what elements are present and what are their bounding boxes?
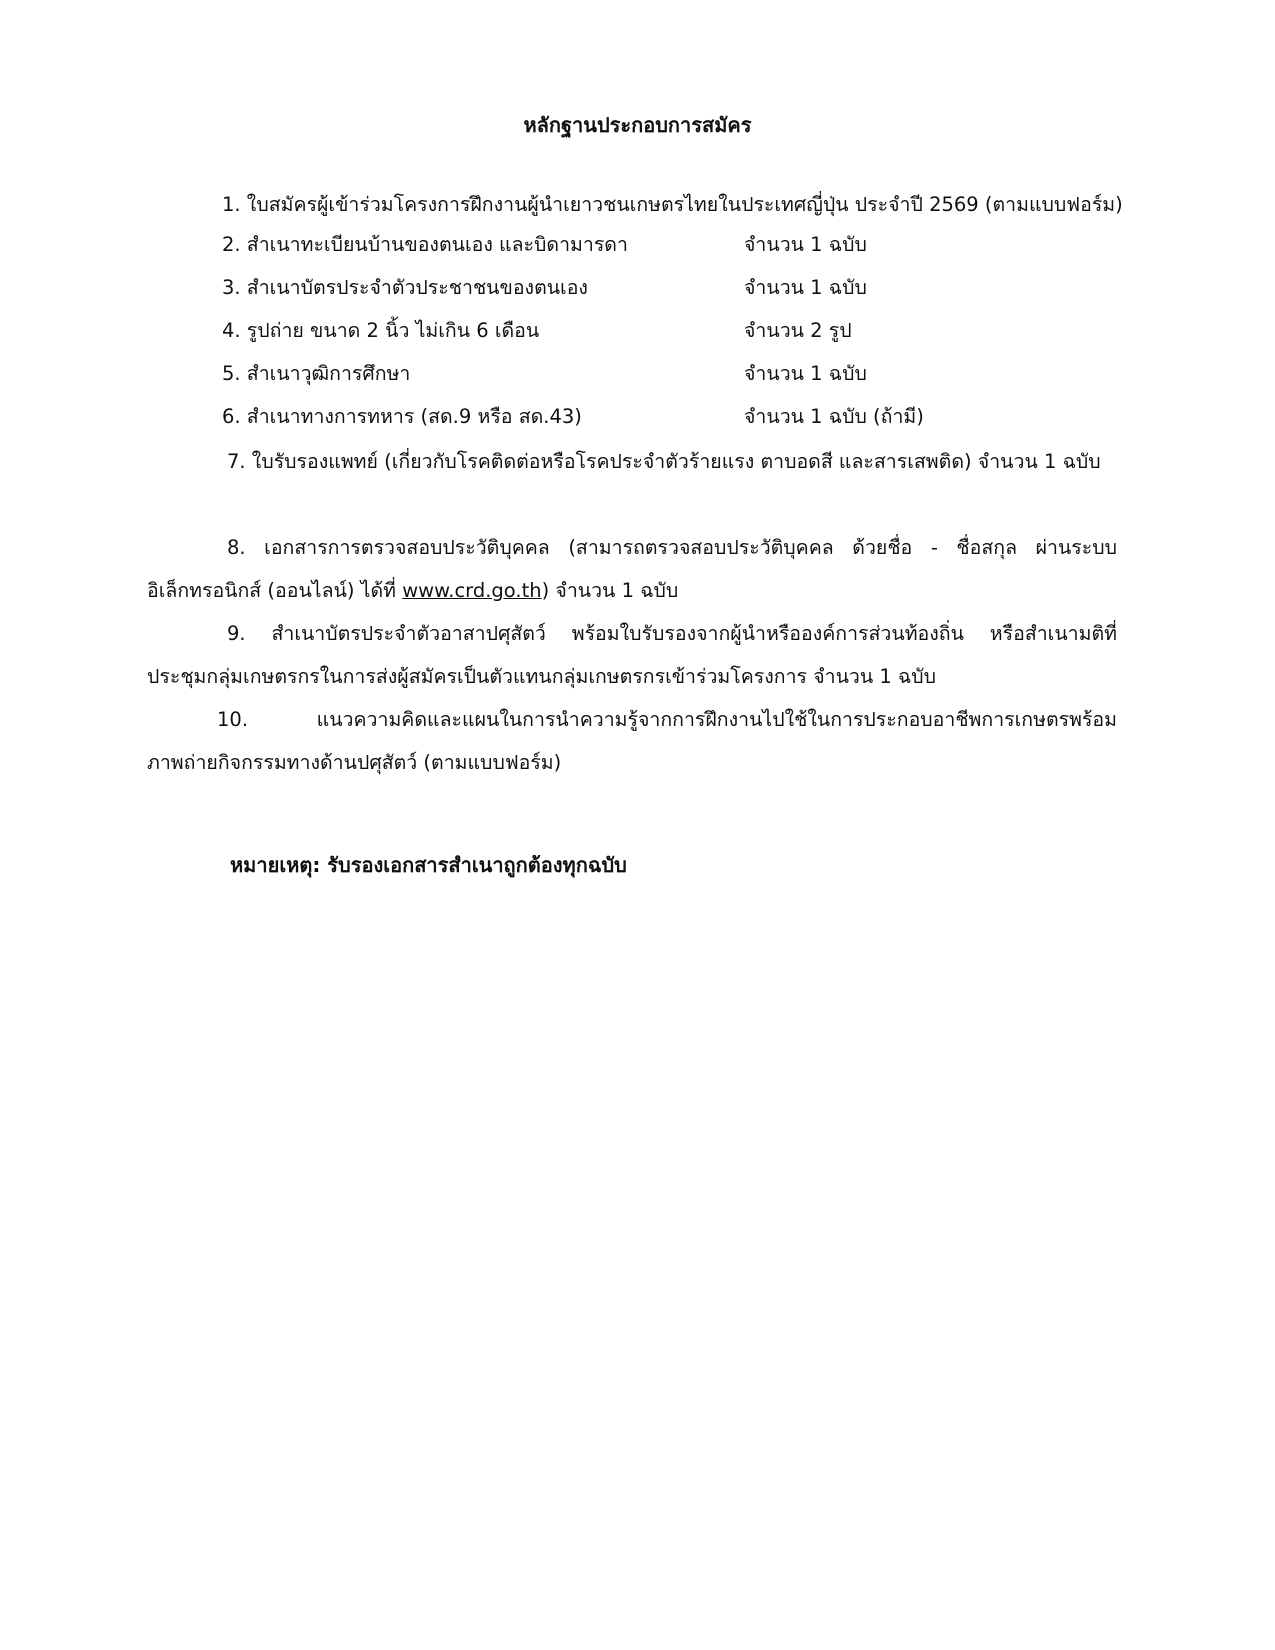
crd-website-link[interactable]: www.crd.go.th	[402, 579, 542, 602]
document-title: หลักฐานประกอบการสมัคร	[523, 113, 752, 137]
remark-note: หมายเหตุ: รับรองเอกสารสำเนาถูกต้องทุกฉบับ	[230, 853, 627, 877]
requirement-item-5: 5. สำเนาวุฒิการศึกษา	[222, 362, 411, 385]
requirement-item-5-quantity: จำนวน 1 ฉบับ	[744, 362, 867, 385]
requirement-item-8: 8. เอกสารการตรวจสอบประวัติบุคคล (สามารถตรวจสอบประวัติบุคคล ด้วยชื่อ - ชื่อสกุล ผ่านระบบอิเล็กทรอนิกส์ (ออนไลน์) ได้ที่ www.crd.go.th) จำนวน 1 ฉบับ	[147, 536, 1117, 602]
requirement-item-9: 9. สำเนาบัตรประจำตัวอาสาปศุสัตว์ พร้อมใบรับรองจากผู้นำหรือองค์การส่วนท้องถิ่น หรือสำเนามติที่ประชุมกลุ่มเกษตรกรในการส่งผู้สมัครเป็นตัวแทนกลุ่มเกษตรกรเข้าร่วมโครงการ จำนวน 1 ฉบับ	[147, 622, 1117, 688]
requirement-item-3: 3. สำเนาบัตรประจำตัวประชาชนของตนเอง	[222, 276, 588, 299]
requirement-item-4-quantity: จำนวน 2 รูป	[744, 319, 852, 342]
requirement-item-4: 4. รูปถ่าย ขนาด 2 นิ้ว ไม่เกิน 6 เดือน	[222, 319, 540, 342]
requirement-item-2: 2. สำเนาทะเบียนบ้านของตนเอง และบิดามารดา	[222, 233, 628, 256]
requirement-item-10: 10. แนวความคิดและแผนในการนำความรู้จากการฝึกงานไปใช้ในการประกอบอาชีพการเกษตรพร้อมภาพถ่ายกิจกรรมทางด้านปศุสัตว์ (ตามแบบฟอร์ม)	[147, 708, 1117, 774]
requirement-item-7: 7. ใบรับรองแพทย์ (เกี่ยวกับโรคติดต่อหรือโรคประจำตัวร้ายแรง ตาบอดสี และสารเสพติด) จำนวน 1 ฉบับ	[227, 450, 1101, 473]
requirement-item-2-quantity: จำนวน 1 ฉบับ	[744, 233, 867, 256]
requirement-item-6-quantity: จำนวน 1 ฉบับ (ถ้ามี)	[744, 405, 924, 428]
requirement-item-3-quantity: จำนวน 1 ฉบับ	[744, 276, 867, 299]
requirement-item-6: 6. สำเนาทางการทหาร (สด.9 หรือ สด.43)	[222, 405, 582, 428]
requirement-item-1: 1. ใบสมัครผู้เข้าร่วมโครงการฝึกงานผู้นำเยาวชนเกษตรไทยในประเทศญี่ปุ่น ประจำปี 2569 (ตามแบบฟอร์ม)	[222, 193, 1123, 216]
